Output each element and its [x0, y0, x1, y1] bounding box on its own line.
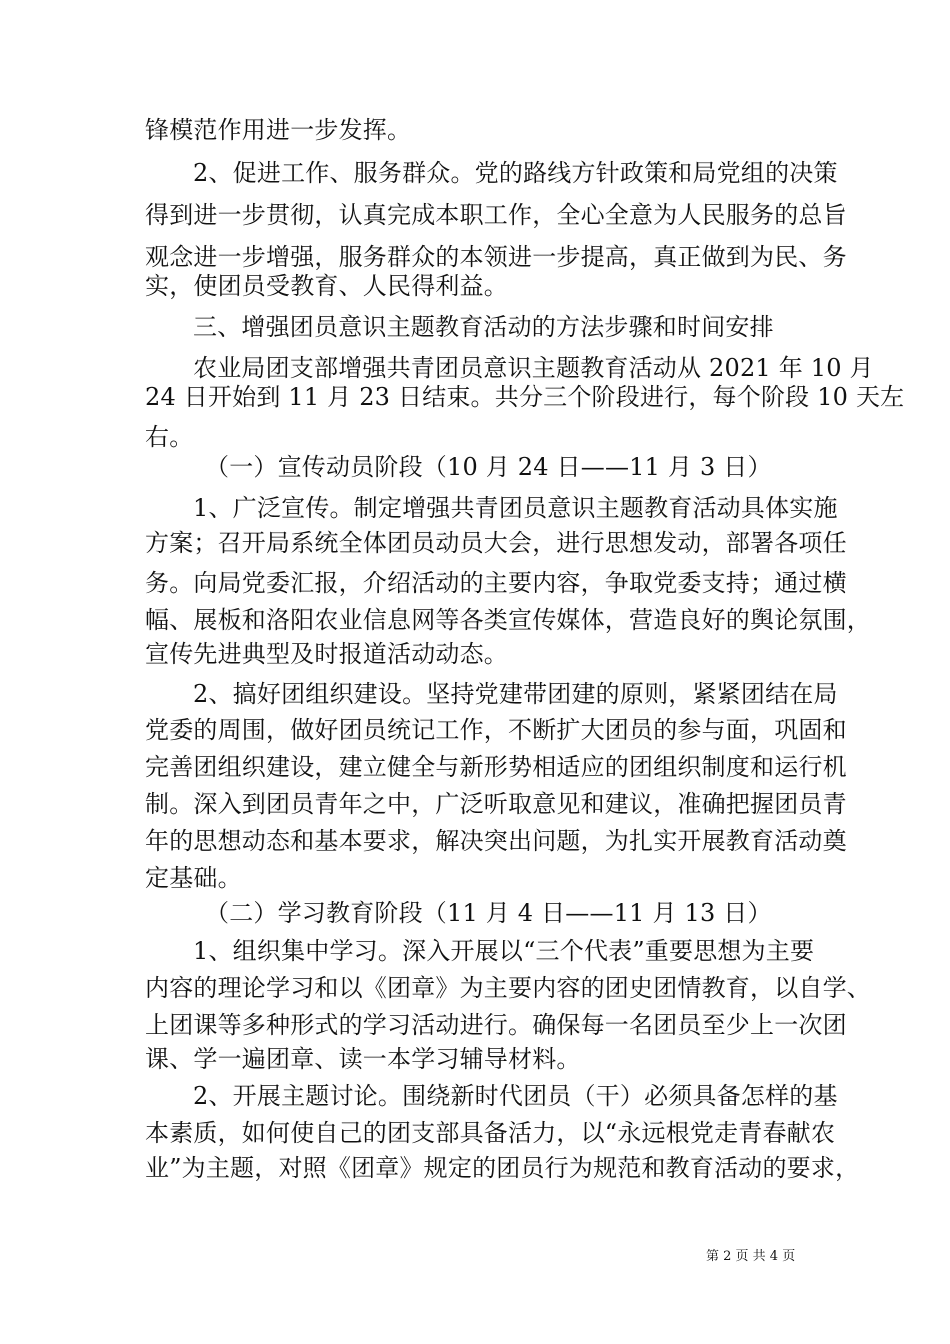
body-text-line: 2、搞好团组织建设。坚持党建带团建的原则，紧紧团结在局: [193, 680, 838, 708]
body-text-line: 2、开展主题讨论。围绕新时代团员（干）必须具备怎样的基: [193, 1082, 838, 1110]
stage-heading: （一）宣传动员阶段（10 月 24 日——11 月 3 日）: [205, 453, 772, 481]
body-text-line: 内容的理论学习和以《团章》为主要内容的团史团情教育，以自学、: [145, 974, 871, 1002]
body-text-line: 定基础。: [145, 864, 242, 892]
body-text-line: 24 日开始到 11 月 23 日结束。共分三个阶段进行，每个阶段 10 天左: [145, 383, 905, 411]
page-number-footer: 第 2 页 共 4 页: [706, 1249, 796, 1264]
body-text-line: 幅、展板和洛阳农业信息网等各类宣传媒体，营造良好的舆论氛围，: [145, 606, 871, 634]
body-text-line: 完善团组织建设，建立健全与新形势相适应的团组织制度和运行机: [145, 753, 847, 781]
body-text-line: 上团课等多种形式的学习活动进行。确保每一名团员至少上一次团: [145, 1011, 847, 1039]
body-text-line: 观念进一步增强，服务群众的本领进一步提高，真正做到为民、务: [145, 243, 847, 271]
body-text-line: 课、学一遍团章、读一本学习辅导材料。: [145, 1045, 581, 1073]
body-text-line: 年的思想动态和基本要求，解决突出问题，为扎实开展教育活动奠: [145, 827, 847, 855]
body-text-line: 宣传先进典型及时报道活动动态。: [145, 640, 508, 668]
body-text-line: 制。深入到团员青年之中，广泛听取意见和建议，准确把握团员青: [145, 790, 847, 818]
body-text-line: 2、促进工作、服务群众。党的路线方针政策和局党组的决策: [193, 159, 838, 187]
body-text-line: 党委的周围，做好团员统记工作，不断扩大团员的参与面，巩固和: [145, 716, 847, 744]
body-text-line: 方案；召开局系统全体团员动员大会，进行思想发动，部署各项任: [145, 529, 847, 557]
body-text-line: 实，使团员受教育、人民得利益。: [145, 272, 508, 300]
stage-heading: （二）学习教育阶段（11 月 4 日——11 月 13 日）: [205, 899, 772, 927]
body-text-line: 1、组织集中学习。深入开展以“三个代表”重要思想为主要: [193, 937, 815, 965]
section-heading: 三、增强团员意识主题教育活动的方法步骤和时间安排: [193, 313, 774, 341]
body-text-line: 农业局团支部增强共青团员意识主题教育活动从 2021 年 10 月: [193, 354, 874, 382]
body-text-line: 得到进一步贯彻，认真完成本职工作，全心全意为人民服务的总旨: [145, 201, 847, 229]
body-text-line: 右。: [145, 423, 194, 451]
body-text-line: 务。向局党委汇报，介绍活动的主要内容，争取党委支持；通过横: [145, 569, 847, 597]
body-text-line: 1、广泛宣传。制定增强共青团员意识主题教育活动具体实施: [193, 494, 838, 522]
body-text-line: 本素质，如何使自己的团支部具备活力，以“永远根党走青春献农: [145, 1119, 836, 1147]
body-text-line: 锋模范作用进一步发挥。: [145, 116, 412, 144]
body-text-line: 业”为主题，对照《团章》规定的团员行为规范和教育活动的要求，: [145, 1154, 860, 1182]
